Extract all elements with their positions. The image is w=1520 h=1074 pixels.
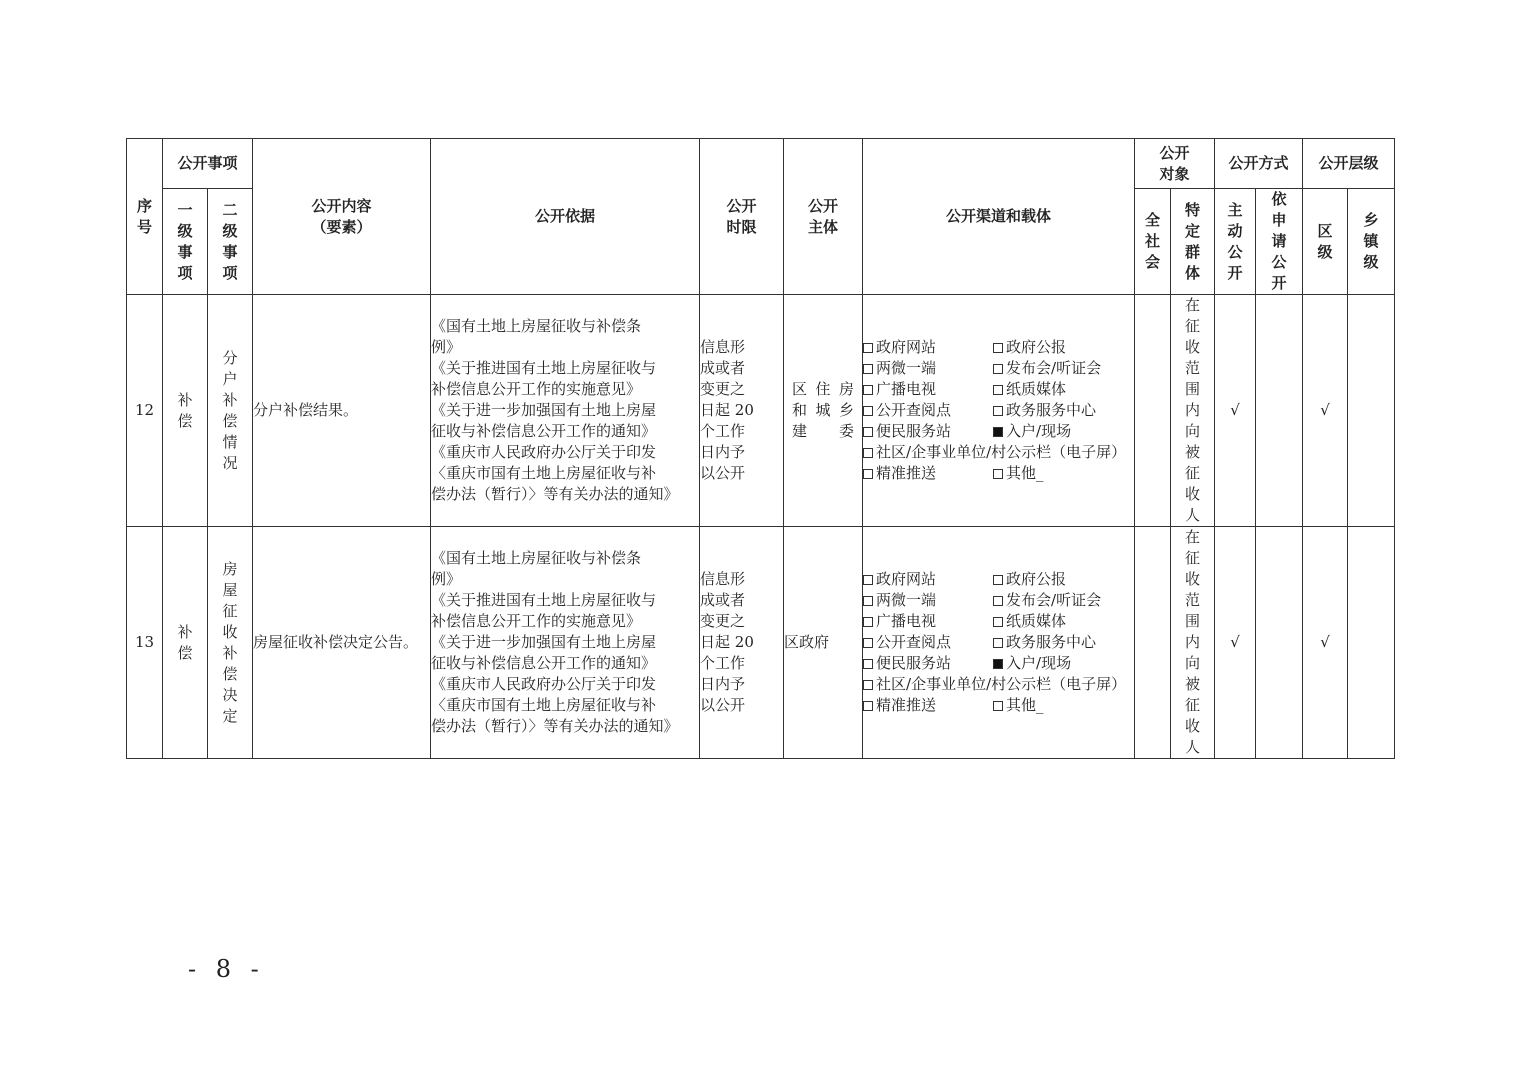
header-level1: 一 级 事 项 [163, 189, 208, 295]
row-level2: 房 屋 征 收 补 偿 决 定 [208, 527, 253, 759]
row-on-request [1256, 527, 1303, 759]
row-district: √ [1303, 527, 1348, 759]
header-level-group: 公开层级 [1303, 139, 1395, 189]
row-time: 信息形 成或者 变更之 日起 20 个工作 日内予 以公开 [700, 527, 784, 759]
header-level2: 二 级 事 项 [208, 189, 253, 295]
table-row [127, 527, 1395, 759]
header-specific-group: 特 定 群 体 [1171, 189, 1215, 295]
row-level2: 分 户 补 偿 情 况 [208, 295, 253, 527]
header-mode-group: 公开方式 [1215, 139, 1303, 189]
header-channel: 公开渠道和载体 [863, 139, 1135, 295]
row-district: √ [1303, 295, 1348, 527]
row-active: √ [1215, 527, 1256, 759]
header-object-group: 公开 对象 [1135, 139, 1215, 189]
row-basis: 《国有土地上房屋征收与补偿条 例》 《关于推进国有土地上房屋征收与 补偿信息公开工作的实施意见》 《关于进一步加强国有土地上房屋 征收与补偿信息公开工作的通知》 《重庆市人民政府办公厅关于印发 〈重庆市国有土地上房屋征收与补 偿办法（暂行）〉等有关办法的通知》 [431, 295, 700, 527]
row-channels: 政府网站 政府公报 两微一端 发布会/听证会 广播电视 纸质媒体 公开查阅点 政务服务中心 便民服务站 入户/现场 社区/企事业单位/村公示栏（电子屏） 精准推送 其他_ [863, 527, 1135, 759]
header-active: 主 动 公 开 [1215, 189, 1256, 295]
disclosure-table [126, 138, 1395, 759]
row-all-society [1135, 527, 1171, 759]
header-seq: 序 号 [127, 139, 163, 295]
row-basis: 《国有土地上房屋征收与补偿条 例》 《关于推进国有土地上房屋征收与 补偿信息公开工作的实施意见》 《关于进一步加强国有土地上房屋 征收与补偿信息公开工作的通知》 《重庆市人民政府办公厅关于印发 〈重庆市国有土地上房屋征收与补 偿办法（暂行）〉等有关办法的通知》 [431, 527, 700, 759]
row-township [1348, 527, 1395, 759]
header-items-group: 公开事项 [163, 139, 253, 189]
row-seq: 13 [127, 527, 163, 759]
page-number: - 8 - [188, 955, 265, 983]
table-row [127, 295, 1395, 527]
row-content: 分户补偿结果。 [253, 295, 431, 527]
row-active: √ [1215, 295, 1256, 527]
row-seq: 12 [127, 295, 163, 527]
row-all-society [1135, 295, 1171, 527]
header-on-request: 依 申 请 公 开 [1256, 189, 1303, 295]
row-specific-group: 在 征 收 范 围 内 向 被 征 收 人 [1171, 295, 1215, 527]
row-content: 房屋征收补偿决定公告。 [253, 527, 431, 759]
row-level1: 补 偿 [163, 295, 208, 527]
row-channels: 政府网站 政府公报 两微一端 发布会/听证会 广播电视 纸质媒体 公开查阅点 政务服务中心 便民服务站 入户/现场 社区/企事业单位/村公示栏（电子屏） 精准推送 其他_ [863, 295, 1135, 527]
header-all-society: 全 社 会 [1135, 189, 1171, 295]
row-level1: 补 偿 [163, 527, 208, 759]
row-specific-group: 在 征 收 范 围 内 向 被 征 收 人 [1171, 527, 1215, 759]
header-district: 区 级 [1303, 189, 1348, 295]
row-township [1348, 295, 1395, 527]
row-on-request [1256, 295, 1303, 527]
row-subject: 区住房 和城乡 建委 [784, 295, 863, 527]
header-township: 乡 镇 级 [1348, 189, 1395, 295]
header-content: 公开内容 （要素） [253, 139, 431, 295]
header-subject: 公开 主体 [784, 139, 863, 295]
header-time: 公开 时限 [700, 139, 784, 295]
header-basis: 公开依据 [431, 139, 700, 295]
row-time: 信息形 成或者 变更之 日起 20 个工作 日内予 以公开 [700, 295, 784, 527]
row-subject: 区政府 [784, 527, 863, 759]
